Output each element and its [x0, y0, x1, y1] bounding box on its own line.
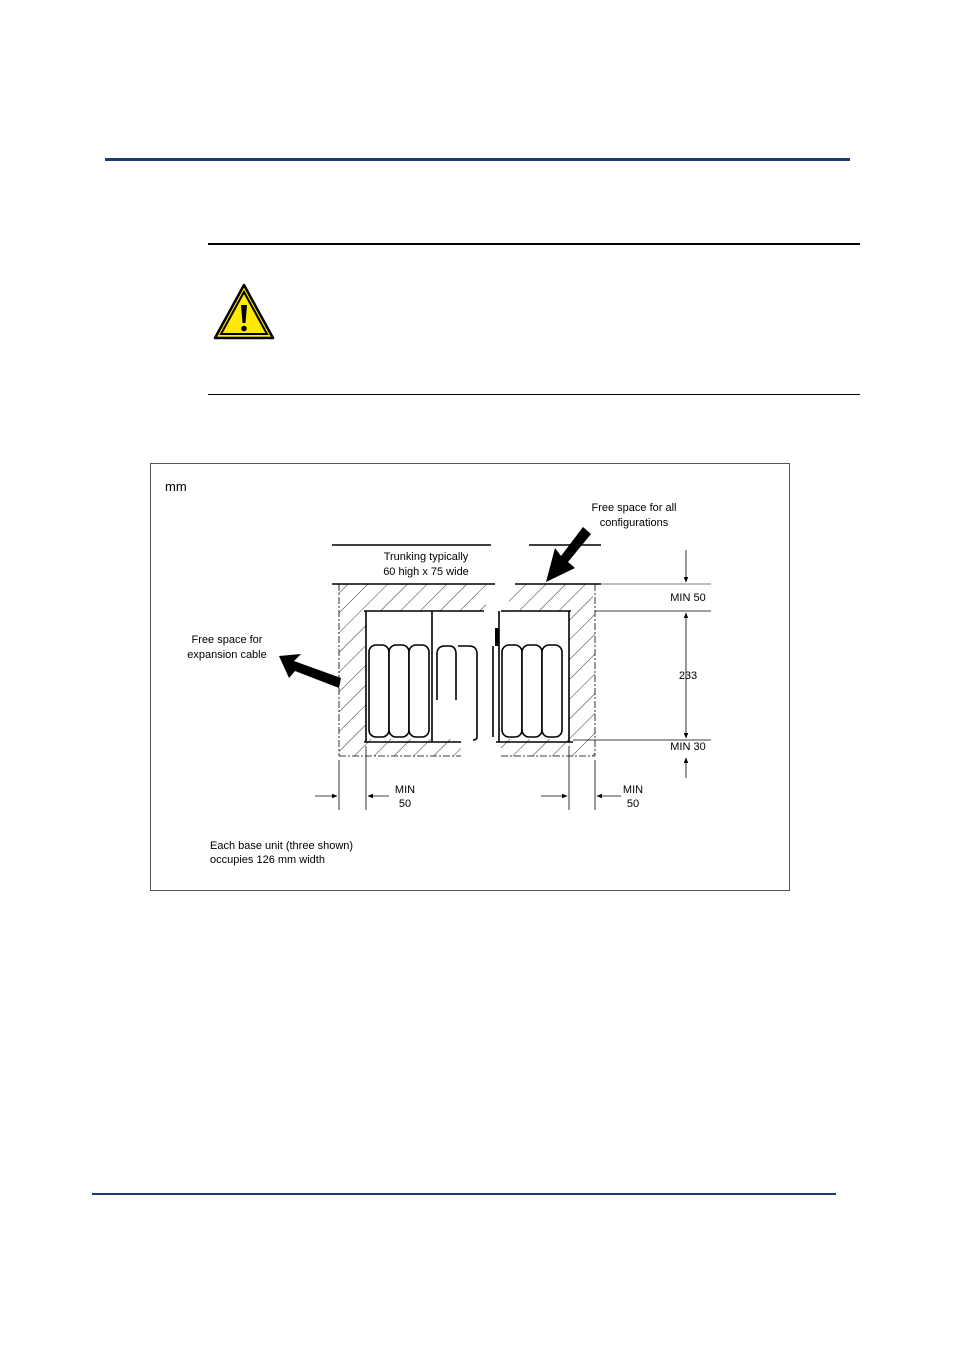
trunking-label-1: Trunking typically [383, 551, 469, 563]
clearance-diagram [151, 464, 791, 892]
free-space-all-label-1: Free space for all [591, 502, 677, 514]
base-unit-note-1: Each base unit (three shown) [210, 840, 354, 852]
footer-rule [92, 1193, 836, 1195]
base-unit-3 [502, 645, 562, 737]
warning-icon [213, 283, 275, 341]
min-50-top-label: MIN 50 [670, 592, 706, 604]
expansion-cable-label-1: Free space for [191, 634, 263, 646]
expansion-cable-pointer-icon [279, 654, 341, 688]
warning-top-rule [208, 243, 860, 245]
base-unit-note-2: occupies 126 mm width [210, 854, 325, 866]
base-unit-1 [369, 645, 429, 737]
min-50-right-label-a: MIN [622, 784, 644, 796]
free-space-all-label-2: configurations [599, 517, 669, 529]
expansion-cable-label-2: expansion cable [187, 649, 267, 661]
header-rule [105, 158, 850, 161]
min-30-label: MIN 30 [670, 741, 706, 753]
min-50-left-label-a: MIN [394, 784, 416, 796]
clearance-figure [150, 463, 790, 891]
warning-bottom-rule [208, 394, 860, 395]
base-unit-2 [437, 646, 493, 740]
unit-connector [495, 628, 499, 646]
trunking-label-2: 60 high x 75 wide [383, 566, 469, 578]
unit-label: mm [165, 479, 187, 494]
min-50-left-label-b: 50 [398, 798, 412, 810]
min-50-right-label-b: 50 [626, 798, 640, 810]
free-space-all-pointer-icon [546, 527, 591, 582]
dimension-233-label: 233 [678, 670, 698, 682]
